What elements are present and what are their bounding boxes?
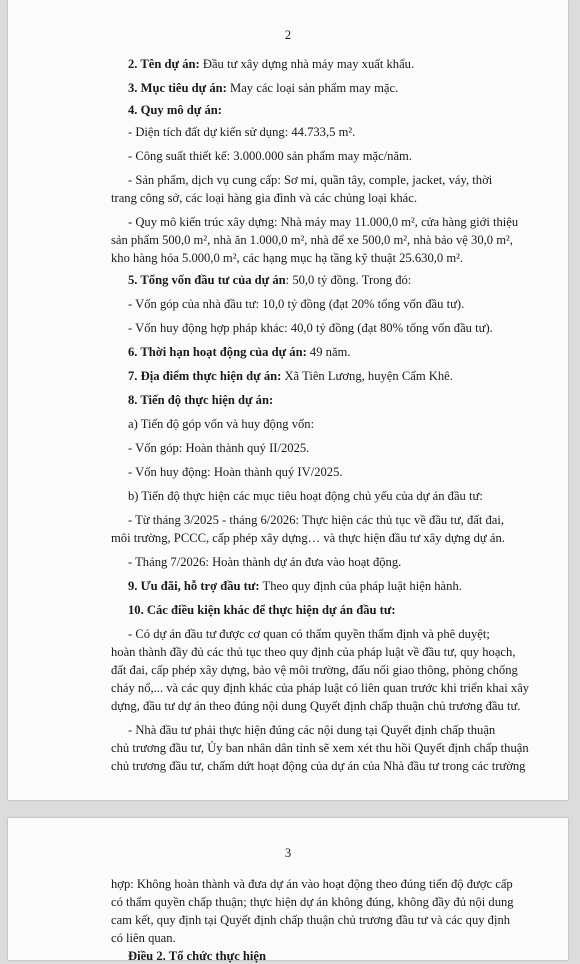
page2-text-line: [128, 344, 351, 360]
page2-text-line: [111, 680, 529, 696]
line-text: - Công suất thiết kế: 3.000.000 sản phẩm may mặc/năm.: [128, 149, 413, 163]
page2-text-line: [111, 190, 417, 206]
page3-text-line: [111, 930, 176, 946]
section-heading: 2. Tên dự án:: [128, 57, 200, 71]
page2-text-line: [128, 440, 309, 456]
page2-text-line: [111, 662, 518, 678]
page2-text-line: [128, 554, 401, 570]
page2-text-line: [128, 392, 273, 408]
page3-text-line: [111, 912, 510, 928]
page2-text-line: [128, 512, 504, 528]
page2-text-line: [128, 578, 462, 594]
page3-text-line: [111, 876, 513, 892]
document-page-3: [8, 818, 568, 963]
section-heading: 6. Thời hạn hoạt động của dự án:: [128, 345, 307, 359]
document-page-2: [8, 0, 568, 800]
line-text: Theo quy định của pháp luật hiện hành.: [259, 579, 462, 593]
line-text: - Quy mô kiến trúc xây dựng: Nhà máy may 11.000,0 m², cửa hàng giới thiệu: [128, 215, 519, 229]
line-text: Đầu tư xây dựng nhà máy may xuất khẩu.: [199, 57, 415, 71]
line-text: môi trường, PCCC, cấp phép xây dựng… và thực hiện đầu tư xây dựng dự án.: [111, 531, 505, 545]
section-heading: 8. Tiến độ thực hiện dự án:: [128, 393, 274, 407]
line-text: - Từ tháng 3/2025 - tháng 6/2026: Thực hiện các thủ tục về đầu tư, đất đai,: [128, 513, 505, 527]
section-heading: 10. Các điều kiện khác để thực hiện dự án đầu tư:: [128, 603, 396, 617]
page2-text-line: [128, 416, 314, 432]
page2-text-line: [128, 148, 412, 164]
page2-text-line: [128, 214, 518, 230]
page-number: 2: [284, 28, 292, 42]
line-text: cháy nổ,... và các quy định khác của pháp luật có liên quan trước khi triển khai xây: [111, 681, 530, 695]
line-text: : 50,0 tỷ đồng. Trong đó:: [285, 273, 412, 287]
page2-text-line: [128, 320, 493, 336]
page3-text-line: [111, 894, 514, 910]
line-text: trang công sở, các loại hàng gia đình và các chủng loại khác.: [111, 191, 417, 205]
line-text: cam kết, quy định tại Quyết định chấp thuận chủ trương đầu tư và các quy định: [111, 913, 511, 927]
line-text: - Vốn góp của nhà đầu tư: 10,0 tỷ đồng (đạt 20% tổng vốn đầu tư).: [128, 297, 465, 311]
section-heading: 4. Quy mô dự án:: [128, 103, 222, 117]
line-text: b) Tiến độ thực hiện các mục tiêu hoạt động chủ yếu của dự án đầu tư:: [128, 489, 483, 503]
line-text: có thẩm quyền chấp thuận; thực hiện dự án không đúng, không đầy đủ nội dung: [111, 895, 514, 909]
page3-text-line: [128, 948, 266, 964]
page2-text-line: [128, 80, 398, 96]
page2-text-line: [128, 626, 490, 642]
line-text: sản phẩm 500,0 m², nhà ăn 1.000,0 m², nhà để xe 500,0 m², nhà bảo vệ 30,0 m²,: [111, 233, 513, 247]
line-text: - Sản phẩm, dịch vụ cung cấp: Sơ mi, quần tây, comple, jacket, váy, thời: [128, 173, 493, 187]
line-text: hoàn thành đầy đủ các thủ tục theo quy định của pháp luật về đầu tư, quy hoạch,: [111, 645, 516, 659]
line-text: - Vốn huy động: Hoàn thành quý IV/2025.: [128, 465, 343, 479]
line-text: - Nhà đầu tư phải thực hiện đúng các nội dung tại Quyết định chấp thuận: [128, 723, 496, 737]
page2-text-line: [111, 644, 515, 660]
page2-text-line: [128, 56, 414, 72]
line-text: đất đai, cấp phép xây dựng, bảo vệ môi trường, đấu nối giao thông, phòng chống: [111, 663, 518, 677]
section-heading: 7. Địa điểm thực hiện dự án:: [128, 369, 282, 383]
line-text: - Diện tích đất dự kiến sử dụng: 44.733,5 m².: [128, 125, 356, 139]
page2-text-line: [111, 698, 520, 714]
page2-text-line: [128, 488, 483, 504]
line-text: có liên quan.: [111, 931, 176, 945]
page2-text-line: [111, 530, 505, 546]
page2-text-line: [128, 102, 222, 118]
page2-text-line: [111, 758, 525, 774]
section-heading: 3. Mục tiêu dự án:: [128, 81, 227, 95]
line-text: kho hàng hóa 5.000,0 m², các hạng mục hạ tầng kỹ thuật 25.630,0 m².: [111, 251, 464, 265]
page2-text-line: [128, 722, 495, 738]
page2-text-line: [128, 368, 453, 384]
page2-text-line: [128, 272, 411, 288]
page2-text-line: [128, 464, 343, 480]
section-heading: Điều 2. Tổ chức thực hiện: [128, 949, 267, 963]
line-text: dựng, đầu tư dự án theo đúng nội dung Quyết định chấp thuận chủ trương đầu tư.: [111, 699, 521, 713]
line-text: chủ trương đầu tư, chấm dứt hoạt động của dự án của Nhà đầu tư trong các trường: [111, 759, 526, 773]
page-number: 3: [284, 846, 292, 860]
page2-text-line: [111, 740, 529, 756]
line-text: - Vốn góp: Hoàn thành quý II/2025.: [128, 441, 310, 455]
line-text: chủ trương đầu tư, Ủy ban nhân dân tỉnh sẽ xem xét thu hồi Quyết định chấp thuận: [111, 741, 529, 755]
section-heading: 9. Ưu đãi, hỗ trợ đầu tư:: [128, 579, 260, 593]
line-text: May các loại sản phẩm may mặc.: [226, 81, 399, 95]
page2-text-line: [128, 172, 492, 188]
line-text: 49 năm.: [306, 345, 351, 359]
page2-text-line: [111, 232, 513, 248]
line-text: Xã Tiên Lương, huyện Cẩm Khê.: [281, 369, 453, 383]
page2-text-line: [128, 124, 355, 140]
line-text: - Có dự án đầu tư được cơ quan có thẩm quyền thẩm định và phê duyệt;: [128, 627, 490, 641]
section-heading: 5. Tổng vốn đầu tư của dự án: [128, 273, 286, 287]
page2-text-line: [111, 250, 463, 266]
line-text: hợp: Không hoàn thành và đưa dự án vào hoạt động theo đúng tiến độ được cấp: [111, 877, 513, 891]
page2-text-line: [128, 602, 396, 618]
line-text: - Vốn huy động hợp pháp khác: 40,0 tỷ đồng (đạt 80% tổng vốn đầu tư).: [128, 321, 493, 335]
line-text: a) Tiến độ góp vốn và huy động vốn:: [128, 417, 315, 431]
page2-text-line: [128, 296, 464, 312]
line-text: - Tháng 7/2026: Hoàn thành dự án đưa vào hoạt động.: [128, 555, 402, 569]
